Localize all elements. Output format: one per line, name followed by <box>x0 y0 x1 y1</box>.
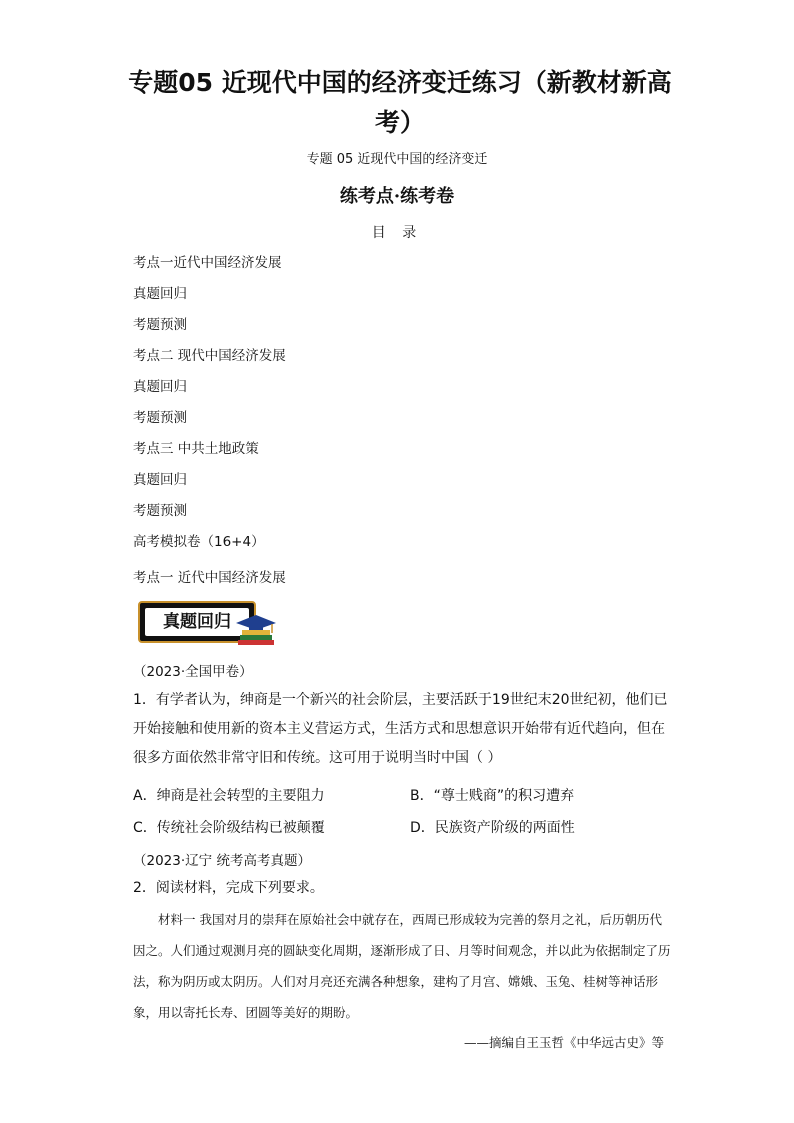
toc-item[interactable]: 考点二 现代中国经济发展 <box>133 348 286 364</box>
section-heading: 练考点·练考卷 <box>339 186 455 207</box>
badge-label: 真题回归 <box>145 608 249 636</box>
toc-item[interactable]: 考题预测 <box>133 410 187 426</box>
table-of-contents <box>133 253 286 563</box>
toc-item[interactable]: 高考模拟卷（16+4） <box>133 534 265 550</box>
doc-subtitle: 专题 05 近现代中国的经济变迁 <box>306 152 488 167</box>
q1-option-c[interactable]: C．传统社会阶级结构已被颠覆 <box>133 820 325 836</box>
toc-heading: 目 录 <box>371 225 423 241</box>
q1-source: （2023·全国甲卷） <box>133 664 253 680</box>
doc-title-line2: 考） <box>374 108 425 137</box>
q1-option-b[interactable]: B．“尊士贱商”的积习遭弃 <box>410 788 575 804</box>
zhenti-badge <box>138 601 278 649</box>
doc-title-line1: 专题05 近现代中国的经济变迁练习（新教材新高 <box>128 68 672 97</box>
toc-item[interactable]: 考点三 中共土地政策 <box>133 441 259 457</box>
q2-material-source: ——摘编自王玉哲《中华远古史》等 <box>463 1035 664 1050</box>
toc-item[interactable]: 真题回归 <box>133 379 187 395</box>
kaodian1-heading: 考点一 近代中国经济发展 <box>133 570 286 586</box>
q1-stem: 1．有学者认为，绅商是一个新兴的社会阶层，主要活跃于19世纪末20世纪初，他们已开始接触和使用新的资本主义营运方式，生活方式和思想意识开始带有近代趋向，但在很多方面依然非常守旧和传统。这可用于说明当时中国（ ） <box>133 692 668 766</box>
q1-option-a[interactable]: A．绅商是社会转型的主要阻力 <box>133 788 325 804</box>
q2-stem: 2．阅读材料，完成下列要求。 <box>133 880 324 896</box>
toc-item[interactable]: 考题预测 <box>133 317 187 333</box>
toc-item[interactable]: 真题回归 <box>133 286 187 302</box>
toc-item[interactable]: 考点一近代中国经济发展 <box>133 255 282 271</box>
q1-option-d[interactable]: D．民族资产阶级的两面性 <box>410 820 575 836</box>
q2-material: 材料一 我国对月的崇拜在原始社会中就存在，西周已形成较为完善的祭月之礼，后历朝历代因之。人们通过观测月亮的圆缺变化周期，逐渐形成了日、月等时间观念，并以此为依据制定了历法，称为阴历或太阴历。人们对月亮还充满各种想象，建构了月宫、嫦娥、玉兔、桂树等神话形象，用以寄托长寿、团圆等美好的期盼。 <box>133 912 671 1020</box>
toc-item[interactable]: 真题回归 <box>133 472 187 488</box>
toc-item[interactable]: 考题预测 <box>133 503 187 519</box>
q2-source: （2023·辽宁 统考高考真题） <box>133 853 311 869</box>
graduation-cap-icon <box>234 613 278 649</box>
